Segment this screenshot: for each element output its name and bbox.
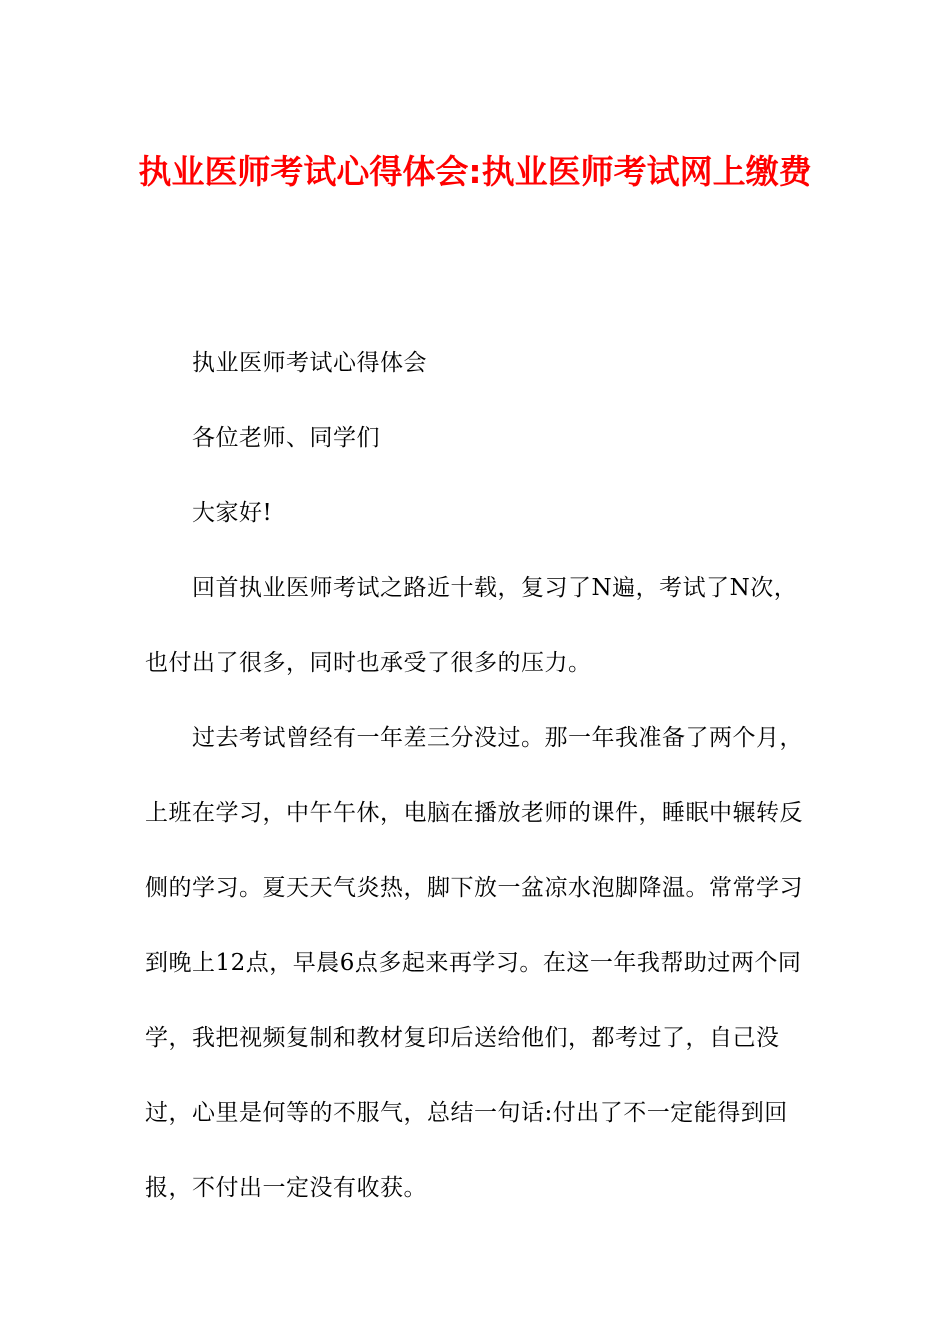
paragraph-intro: 回首执业医师考试之路近十载，复习了N遍，考试了N次，也付出了很多，同时也承受了很多的压力。 [145,575,798,676]
paragraph-story: 过去考试曾经有一年差三分没过。那一年我准备了两个月，上班在学习，中午午休，电脑在播放老师的课件，睡眠中辗转反侧的学习。夏天天气炎热，脚下放一盆凉水泡脚降温。常常学习到晚上12点，早晨6点多起来再学习。在这一年我帮助过两个同学，我把视频复制和教材复印后送给他们，都考过了，自己没过，心里是何等的不服气，总结一句话:付出了不一定能得到回报，不付出一定没有收获。 [145,725,803,1201]
paragraph-salutation: 各位老师、同学们 [192,425,380,451]
paragraph-greeting: 大家好! [192,500,273,526]
paragraph-heading: 执业医师考试心得体会 [192,350,427,376]
document-title: 执业医师考试心得体会:执业医师考试网上缴费 [138,152,812,191]
document-body [145,326,810,1226]
